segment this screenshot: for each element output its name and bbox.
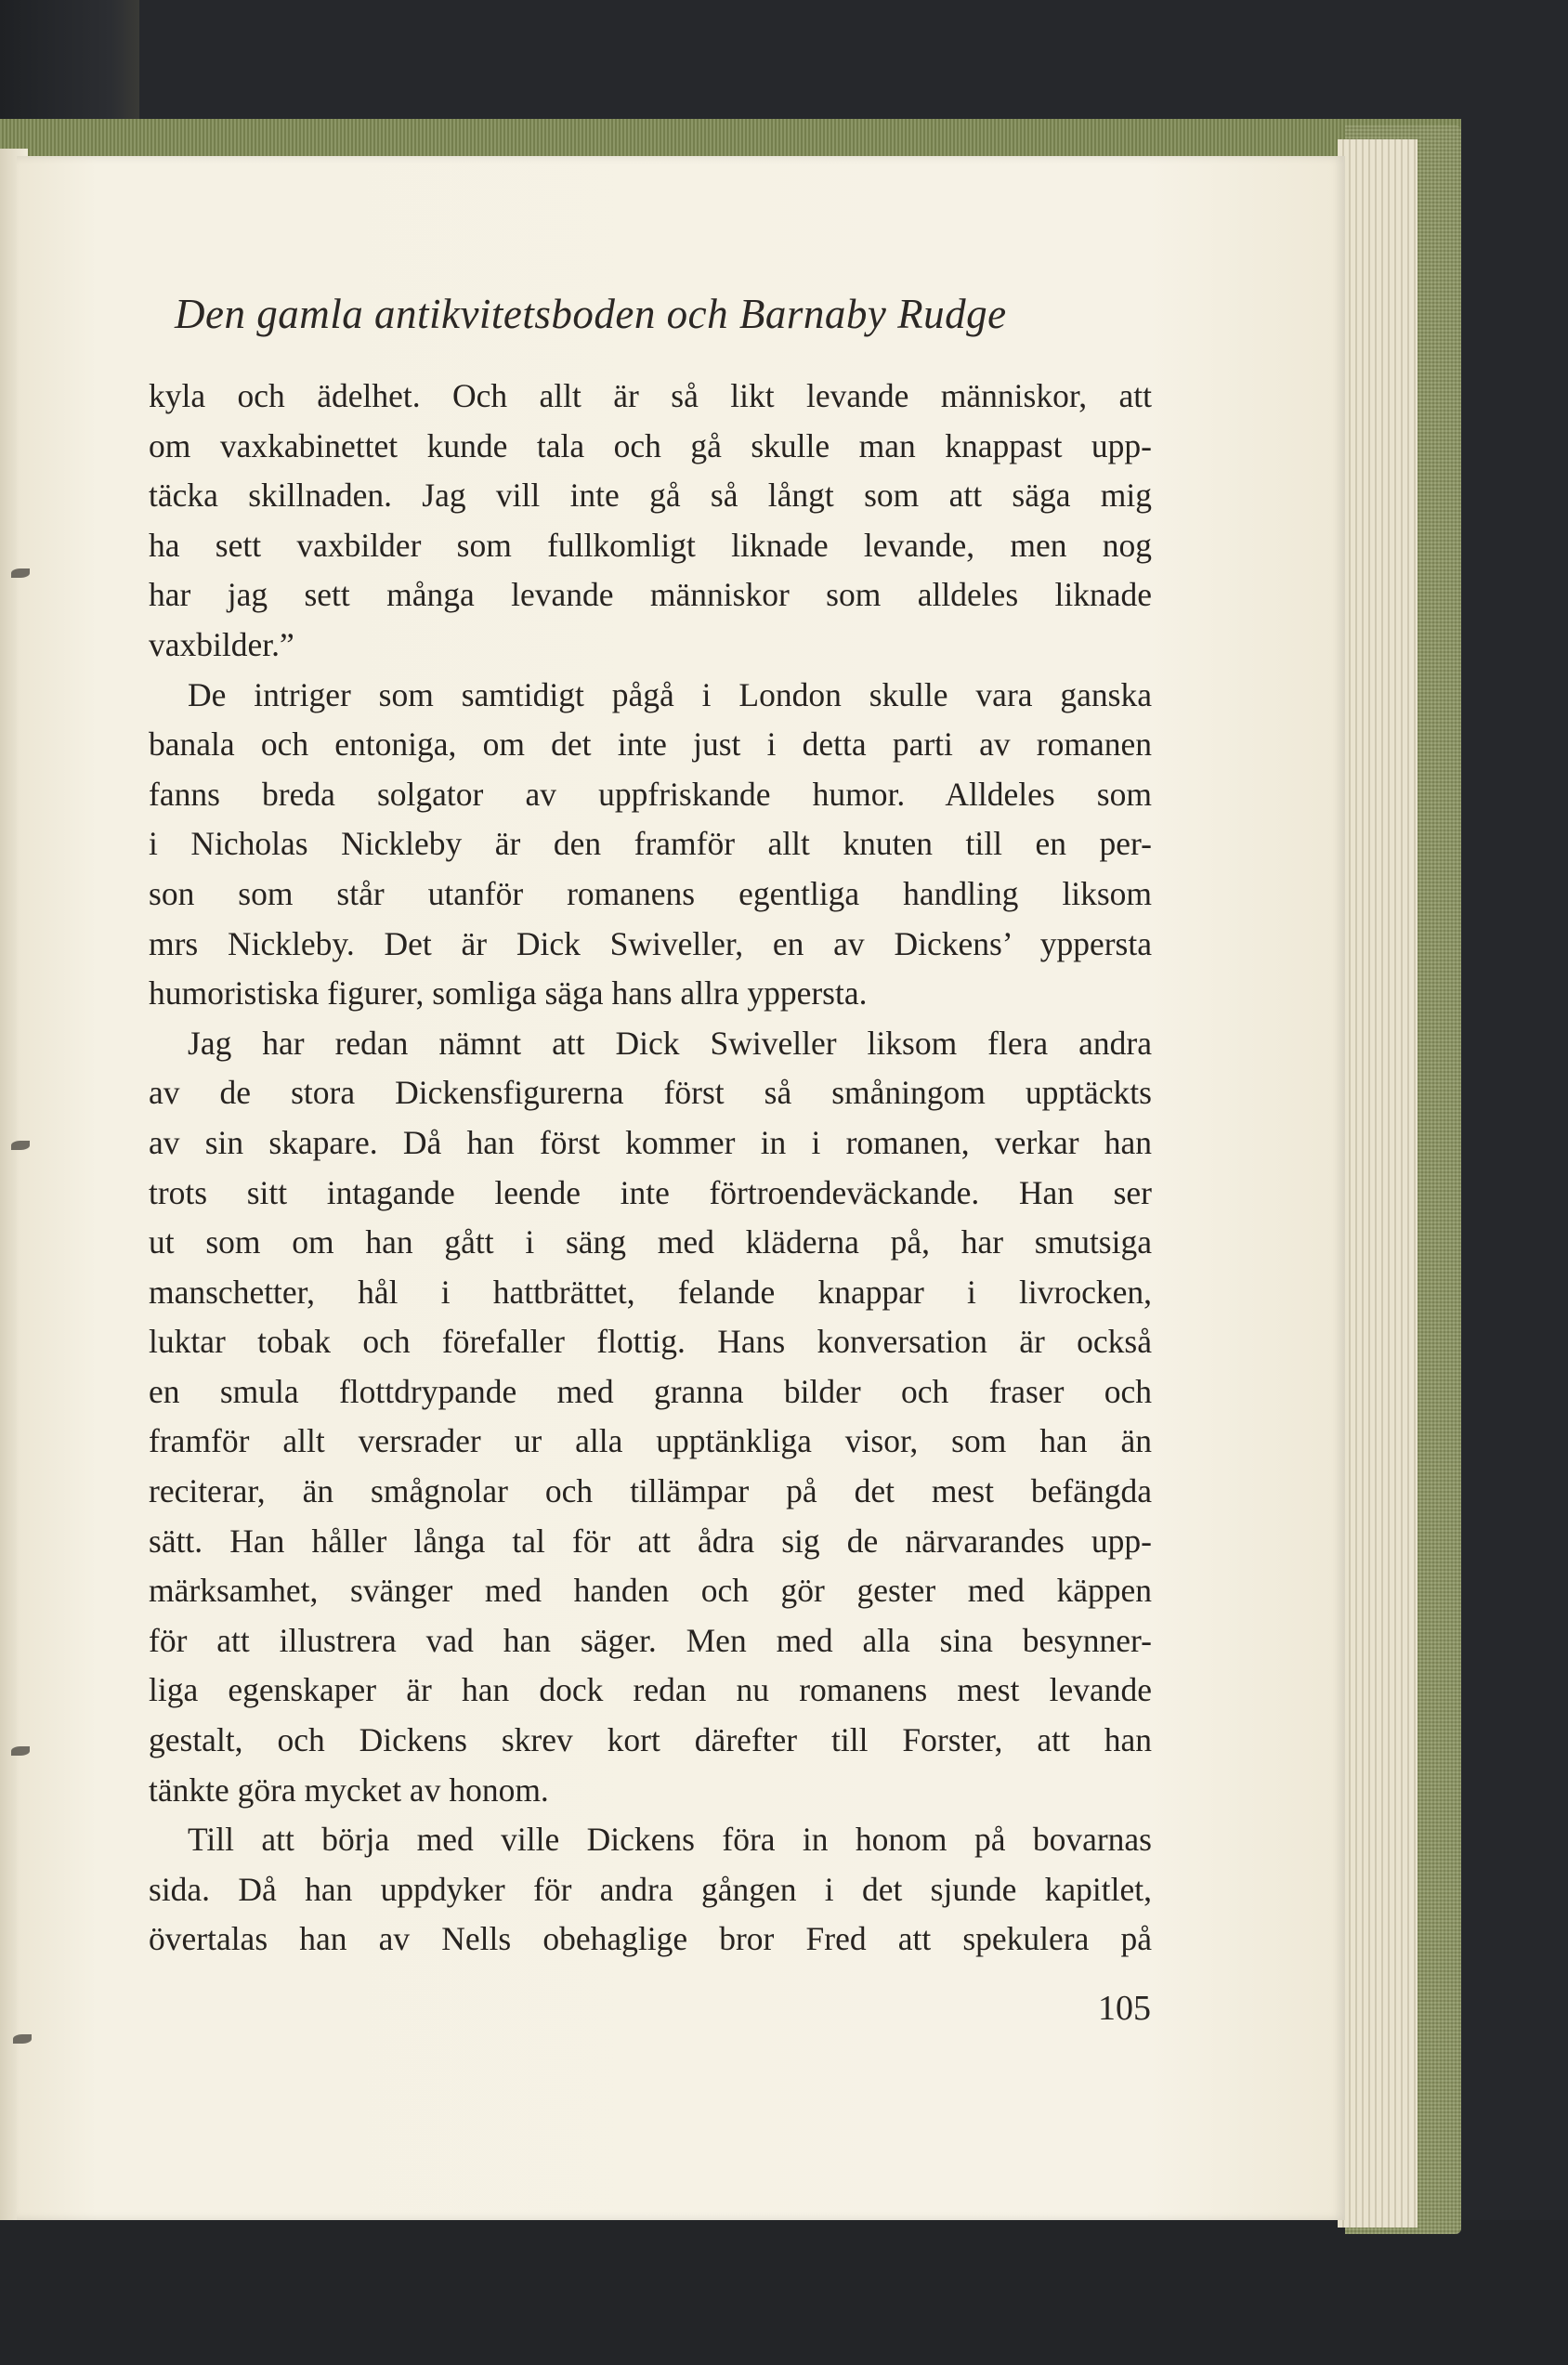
text-line: en smula flottdrypande med granna bilder och fraser och bbox=[149, 1372, 1152, 1410]
text-line: ha sett vaxbilder som fullkomligt liknade levande, men nog bbox=[149, 526, 1152, 564]
text-line: De intriger som samtidigt pågå i London skulle vara ganska bbox=[188, 675, 1152, 713]
text-line: ut som om han gått i säng med kläderna på, har smutsiga bbox=[149, 1223, 1152, 1261]
text-line: av sin skapare. Då han först kommer in i romanen, verkar han bbox=[149, 1123, 1152, 1161]
text-line: banala och entoniga, om det inte just i detta parti av romanen bbox=[149, 725, 1152, 764]
margin-mark bbox=[11, 1746, 30, 1756]
scan-background-bottom bbox=[0, 2220, 1568, 2365]
margin-mark bbox=[11, 1141, 30, 1150]
text-line: i Nicholas Nickleby är den framför allt knuten till en per- bbox=[149, 825, 1152, 863]
text-line: sätt. Han håller långa tal för att ådra sig de närvarandes upp- bbox=[149, 1522, 1152, 1560]
page-edges bbox=[1338, 139, 1418, 2228]
text-line: märksamhet, svänger med handen och gör gester med käppen bbox=[149, 1572, 1152, 1610]
text-line: sida. Då han uppdyker för andra gången i det sjunde kapitlet, bbox=[149, 1870, 1152, 1908]
text-line: vaxbilder.” bbox=[149, 625, 294, 663]
running-head: Den gamla antikvitetsboden och Barnaby Rudge bbox=[175, 291, 1007, 337]
body-text bbox=[149, 372, 1152, 1965]
text-line: kyla och ädelhet. Och allt är så likt levande människor, att bbox=[149, 377, 1152, 414]
text-line: trots sitt intagande leende inte förtroendeväckande. Han ser bbox=[149, 1173, 1152, 1211]
text-line: humoristiska figurer, somliga säga hans allra yppersta. bbox=[149, 974, 868, 1013]
text-line: gestalt, och Dickens skrev kort därefter till Forster, att han bbox=[149, 1721, 1152, 1759]
text-line: luktar tobak och förefaller flottig. Hans konversation är också bbox=[149, 1323, 1152, 1361]
text-line: liga egenskaper är han dock redan nu romanens mest levande bbox=[149, 1671, 1152, 1709]
text-line: har jag sett många levande människor som alldeles liknade bbox=[149, 576, 1152, 614]
text-line: reciterar, än smågnolar och tillämpar på det mest befängda bbox=[149, 1472, 1152, 1510]
text-line: manschetter, hål i hattbrättet, felande knappar i livrocken, bbox=[149, 1273, 1152, 1311]
book-cover-top-edge bbox=[0, 119, 1461, 156]
text-line: tänkte göra mycket av honom. bbox=[149, 1770, 549, 1809]
text-line: mrs Nickleby. Det är Dick Swiveller, en av Dickens’ yppersta bbox=[149, 924, 1152, 962]
margin-mark bbox=[11, 568, 30, 578]
text-line: fanns breda solgator av uppfriskande humor. Alldeles som bbox=[149, 775, 1152, 813]
text-line: övertalas han av Nells obehaglige bror Fred att spekulera på bbox=[149, 1920, 1152, 1958]
text-line: son som står utanför romanens egentliga handling liksom bbox=[149, 874, 1152, 912]
margin-mark bbox=[13, 2034, 32, 2044]
text-line: Jag har redan nämnt att Dick Swiveller liksom flera andra bbox=[188, 1024, 1152, 1062]
text-line: Till att börja med ville Dickens föra in honom på bovarnas bbox=[188, 1821, 1152, 1859]
text-line: av de stora Dickensfigurerna först så småningom upptäckts bbox=[149, 1074, 1152, 1112]
text-line: om vaxkabinettet kunde tala och gå skulle man knappast upp- bbox=[149, 426, 1152, 464]
page-number: 105 bbox=[1098, 1989, 1151, 2028]
text-line: framför allt versrader ur alla upptänkliga visor, som han än bbox=[149, 1422, 1152, 1460]
text-line: för att illustrera vad han säger. Men med alla sina besynner- bbox=[149, 1621, 1152, 1659]
text-line: täcka skillnaden. Jag vill inte gå så långt som att säga mig bbox=[149, 477, 1152, 515]
